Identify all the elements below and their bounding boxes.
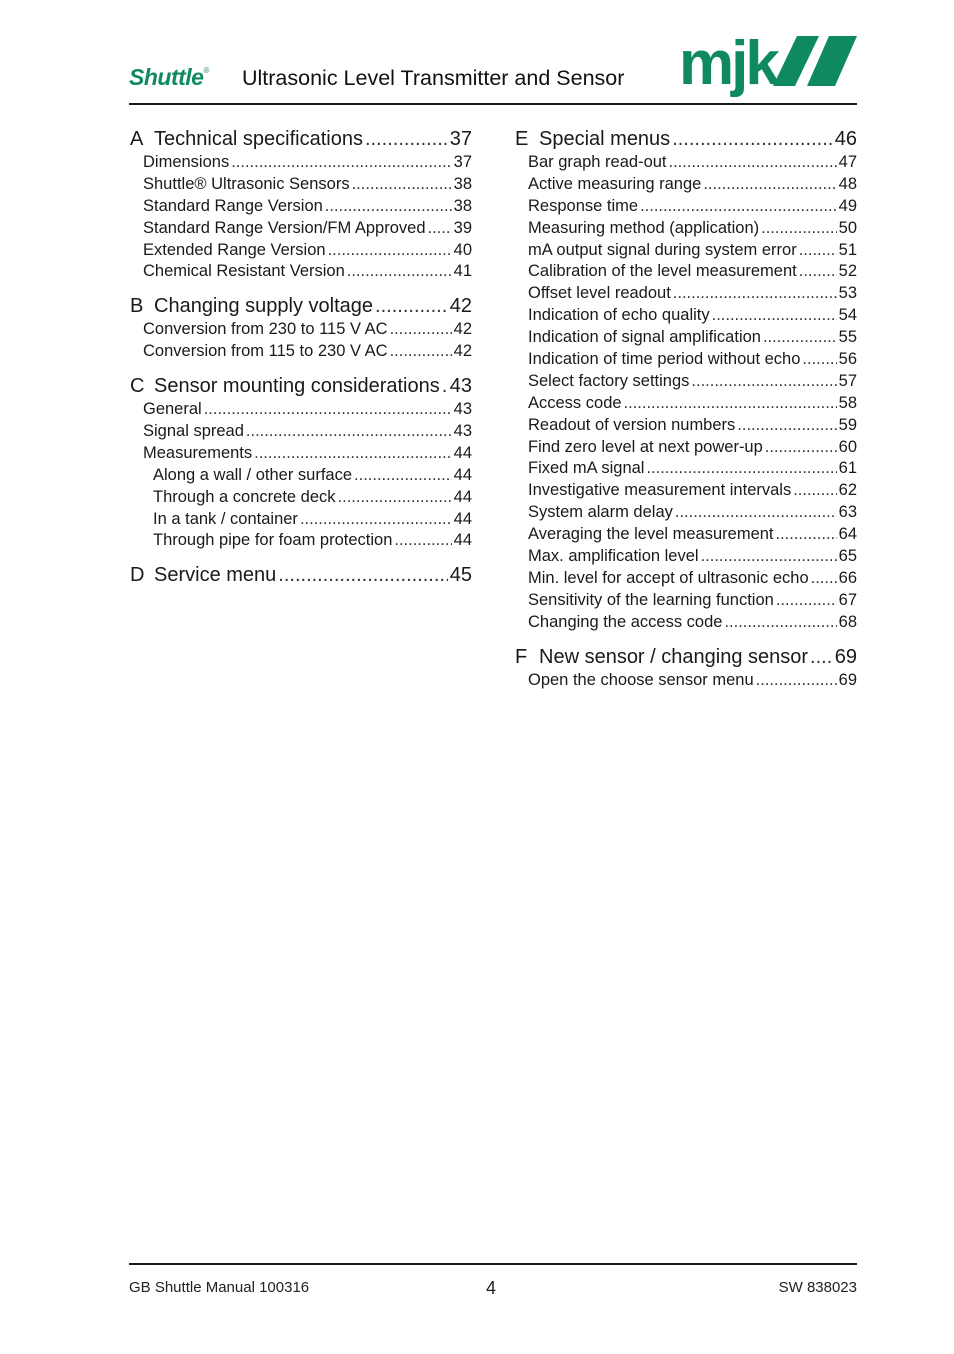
entry-page: 41 — [453, 262, 472, 281]
toc-section-c — [130, 373, 472, 552]
dot-leader — [691, 371, 836, 393]
toc-entry[interactable] — [515, 458, 857, 480]
chapter-page: 37 — [449, 128, 472, 150]
toc-chapter-entry[interactable] — [130, 373, 472, 399]
dot-leader — [761, 218, 837, 240]
toc-chapter-entry[interactable] — [515, 644, 857, 670]
entry-title: Measuring method (application) — [528, 218, 760, 237]
entry-title: Standard Range Version/FM Approved — [143, 218, 426, 237]
dot-leader — [799, 261, 837, 283]
toc-entry[interactable] — [130, 487, 472, 509]
dot-leader — [347, 261, 452, 283]
entry-page: 68 — [838, 612, 857, 631]
entry-page: 67 — [838, 590, 857, 609]
page-header — [129, 30, 857, 106]
entry-title: Select factory settings — [528, 371, 690, 390]
entry-title: General — [143, 400, 202, 419]
toc-chapter-entry[interactable] — [515, 126, 857, 152]
toc-entry[interactable] — [515, 196, 857, 218]
dot-leader — [254, 443, 452, 465]
toc-entry[interactable] — [130, 196, 472, 218]
entry-title: Offset level readout — [528, 284, 671, 303]
toc-entry[interactable] — [130, 218, 472, 240]
entry-page: 38 — [453, 174, 472, 193]
toc-section-a — [130, 126, 472, 283]
dot-leader — [246, 421, 452, 443]
entry-page: 44 — [453, 509, 472, 528]
entry-page: 62 — [838, 481, 857, 500]
chapter-title: Technical specifications — [154, 128, 363, 150]
dot-leader — [675, 502, 837, 524]
toc-entry[interactable] — [130, 341, 472, 363]
registered-mark: ® — [203, 66, 209, 75]
dot-leader — [428, 218, 452, 240]
entry-title: Open the choose sensor menu — [528, 670, 754, 689]
entry-title: Active measuring range — [528, 174, 702, 193]
toc-entry[interactable] — [515, 590, 857, 612]
entry-title: Max. amplification level — [528, 547, 699, 566]
chapter-title: New sensor / changing sensor — [539, 645, 809, 668]
toc-entry[interactable] — [130, 174, 472, 196]
entry-page: 50 — [838, 218, 857, 237]
entry-page: 48 — [838, 174, 857, 193]
toc-entry[interactable] — [130, 530, 472, 552]
entry-page: 44 — [453, 465, 472, 484]
toc-entry[interactable] — [515, 502, 857, 524]
entry-title: Dimensions — [143, 153, 230, 171]
entry-page: 42 — [453, 320, 472, 339]
entry-page: 51 — [838, 240, 857, 259]
entry-title: Through pipe for foam protection — [153, 531, 393, 550]
chapter-page: 69 — [834, 645, 857, 668]
toc-entry[interactable] — [515, 546, 857, 568]
dot-leader — [799, 240, 837, 262]
footer-page-number: 4 — [486, 1278, 497, 1298]
header-rule — [129, 103, 857, 105]
toc-entry[interactable] — [515, 393, 857, 415]
entry-title: mA output signal during system error — [528, 240, 797, 259]
entry-title: Fixed mA signal — [528, 459, 645, 478]
entry-page: 61 — [838, 459, 857, 478]
entry-page: 42 — [453, 342, 472, 361]
toc-entry[interactable] — [130, 261, 472, 283]
dot-leader — [365, 126, 448, 152]
dot-leader — [765, 437, 837, 459]
entry-title: Find zero level at next power-up — [528, 437, 763, 456]
entry-page: 54 — [838, 306, 857, 325]
entry-title: Investigative measurement intervals — [528, 481, 792, 500]
entry-page: 60 — [838, 437, 857, 456]
chapter-letter: D — [130, 564, 145, 587]
dot-leader — [354, 465, 452, 487]
dot-leader — [811, 568, 837, 590]
entry-page: 59 — [838, 415, 857, 434]
dot-leader — [776, 524, 837, 546]
toc-entry[interactable] — [130, 399, 472, 421]
toc-entry[interactable] — [130, 421, 472, 443]
entry-title: Signal spread — [143, 422, 244, 441]
dot-leader — [390, 319, 452, 341]
entry-title: In a tank / container — [153, 509, 298, 528]
entry-page: 43 — [453, 400, 472, 419]
dot-leader — [793, 480, 836, 502]
toc-entry[interactable] — [515, 480, 857, 502]
toc-chapter-entry[interactable] — [130, 293, 472, 319]
dot-leader — [737, 415, 836, 437]
entry-page: 52 — [838, 262, 857, 281]
dot-leader — [712, 305, 837, 327]
entry-page: 37 — [453, 153, 472, 171]
entry-title: Extended Range Version — [143, 240, 326, 259]
entry-page: 66 — [838, 568, 857, 587]
entry-title: Chemical Resistant Version — [143, 262, 345, 281]
dot-leader — [338, 487, 452, 509]
toc-entry[interactable] — [515, 371, 857, 393]
entry-title: Bar graph read-out — [528, 153, 667, 171]
entry-title: Conversion from 115 to 230 V AC — [143, 342, 388, 361]
dot-leader — [646, 458, 836, 480]
entry-page: 63 — [838, 503, 857, 522]
entry-page: 56 — [838, 350, 857, 369]
brand-name: Shuttle — [129, 64, 204, 90]
dot-leader — [300, 509, 452, 531]
toc-section-b — [130, 293, 472, 363]
entry-page: 55 — [838, 328, 857, 347]
entry-page: 40 — [453, 240, 472, 259]
entry-title: Readout of version numbers — [528, 415, 736, 434]
toc-chapter-entry[interactable] — [130, 562, 472, 588]
chapter-letter: B — [130, 295, 144, 318]
entry-page: 49 — [838, 196, 857, 215]
toc-entry[interactable] — [130, 465, 472, 487]
entry-page: 44 — [453, 531, 472, 550]
chapter-page: 43 — [449, 375, 472, 398]
shuttle-brand — [129, 64, 209, 91]
chapter-title: Service menu — [154, 564, 277, 587]
dot-leader — [204, 399, 452, 421]
toc-section-d — [130, 562, 472, 588]
dot-leader — [278, 562, 447, 588]
entry-page: 38 — [453, 196, 472, 215]
dot-leader — [328, 240, 452, 262]
entry-title: Shuttle® Ultrasonic Sensors — [143, 174, 350, 193]
dot-leader — [802, 349, 836, 371]
toc-entry[interactable] — [515, 261, 857, 283]
dot-leader — [352, 174, 452, 196]
dot-leader — [701, 546, 837, 568]
dot-leader — [673, 283, 837, 305]
toc-entry[interactable] — [515, 174, 857, 196]
dot-leader — [763, 327, 837, 349]
entry-title: Min. level for accept of ultrasonic echo — [528, 568, 809, 587]
toc-entry[interactable] — [515, 283, 857, 305]
entry-title: Access code — [528, 393, 622, 412]
toc-entry[interactable] — [515, 218, 857, 240]
entry-title: Measurements — [143, 443, 253, 462]
chapter-page: 45 — [449, 564, 472, 587]
entry-title: Conversion from 230 to 115 V AC — [143, 320, 388, 339]
chapter-title: Changing supply voltage — [154, 295, 374, 318]
logo-text: mjk — [679, 32, 777, 98]
toc-entry[interactable] — [515, 524, 857, 546]
entry-page: 57 — [838, 371, 857, 390]
toc-section-e — [515, 126, 857, 634]
dot-leader — [442, 373, 448, 399]
toc-left-column — [130, 126, 472, 598]
dot-leader — [756, 670, 837, 692]
toc-entry[interactable] — [130, 319, 472, 341]
entry-title: Changing the access code — [528, 612, 723, 631]
toc-entry[interactable] — [515, 349, 857, 371]
dot-leader — [810, 644, 833, 670]
chapter-title: Special menus — [539, 128, 671, 150]
entry-page: 44 — [453, 443, 472, 462]
entry-title: Indication of echo quality — [528, 306, 710, 325]
toc-entry[interactable] — [515, 327, 857, 349]
dot-leader — [776, 590, 837, 612]
entry-page: 53 — [838, 284, 857, 303]
dot-leader — [669, 152, 837, 174]
dot-leader — [672, 126, 833, 152]
mjk-logo — [679, 32, 857, 102]
entry-title: Response time — [528, 196, 639, 215]
footer-manual-id: GB Shuttle Manual 100316 — [129, 1279, 310, 1296]
toc-right-column — [515, 126, 857, 701]
toc-section-f — [515, 644, 857, 692]
document-title: Ultrasonic Level Transmitter and Sensor — [242, 66, 625, 90]
footer-software-id: SW 838023 — [778, 1279, 857, 1296]
chapter-letter: E — [515, 128, 529, 150]
entry-title: Indication of time period without echo — [528, 350, 801, 369]
dot-leader — [394, 530, 451, 552]
dot-leader — [724, 612, 836, 634]
toc-chapter-entry[interactable] — [130, 126, 472, 152]
chapter-letter: F — [515, 645, 528, 668]
toc-entry[interactable] — [515, 152, 857, 174]
entry-page: 47 — [838, 153, 857, 171]
toc-entry[interactable] — [130, 152, 472, 174]
toc-entry[interactable] — [515, 437, 857, 459]
entry-page: 44 — [453, 487, 472, 506]
entry-title: System alarm delay — [528, 503, 673, 522]
toc-entry[interactable] — [130, 509, 472, 531]
entry-page: 65 — [838, 547, 857, 566]
entry-title: Indication of signal amplification — [528, 328, 761, 347]
dot-leader — [325, 196, 452, 218]
chapter-letter: C — [130, 375, 145, 398]
entry-title: Along a wall / other surface — [153, 465, 353, 484]
toc-entry[interactable] — [515, 612, 857, 634]
dot-leader — [640, 196, 837, 218]
entry-page: 64 — [838, 525, 857, 544]
toc-entry[interactable] — [515, 415, 857, 437]
dot-leader — [375, 293, 448, 319]
entry-page: 69 — [838, 670, 857, 689]
entry-page: 58 — [838, 393, 857, 412]
entry-title: Calibration of the level measurement — [528, 262, 797, 281]
chapter-title: Sensor mounting considerations — [154, 375, 440, 398]
dot-leader — [703, 174, 836, 196]
toc-entry[interactable] — [515, 670, 857, 692]
toc-entry[interactable] — [515, 305, 857, 327]
entry-page: 39 — [453, 218, 472, 237]
dot-leader — [231, 152, 451, 174]
toc-entry[interactable] — [130, 240, 472, 262]
toc-entry[interactable] — [515, 240, 857, 262]
chapter-letter: A — [130, 128, 144, 150]
entry-title: Averaging the level measurement — [528, 525, 774, 544]
entry-title: Through a concrete deck — [153, 487, 336, 506]
chapter-page: 42 — [449, 295, 472, 318]
footer-rule — [129, 1263, 857, 1265]
entry-page: 43 — [453, 422, 472, 441]
dot-leader — [624, 393, 837, 415]
chapter-page: 46 — [834, 128, 857, 150]
toc-entry[interactable] — [130, 443, 472, 465]
toc-entry[interactable] — [515, 568, 857, 590]
dot-leader — [390, 341, 452, 363]
entry-title: Sensitivity of the learning function — [528, 590, 774, 609]
entry-title: Standard Range Version — [143, 196, 323, 215]
